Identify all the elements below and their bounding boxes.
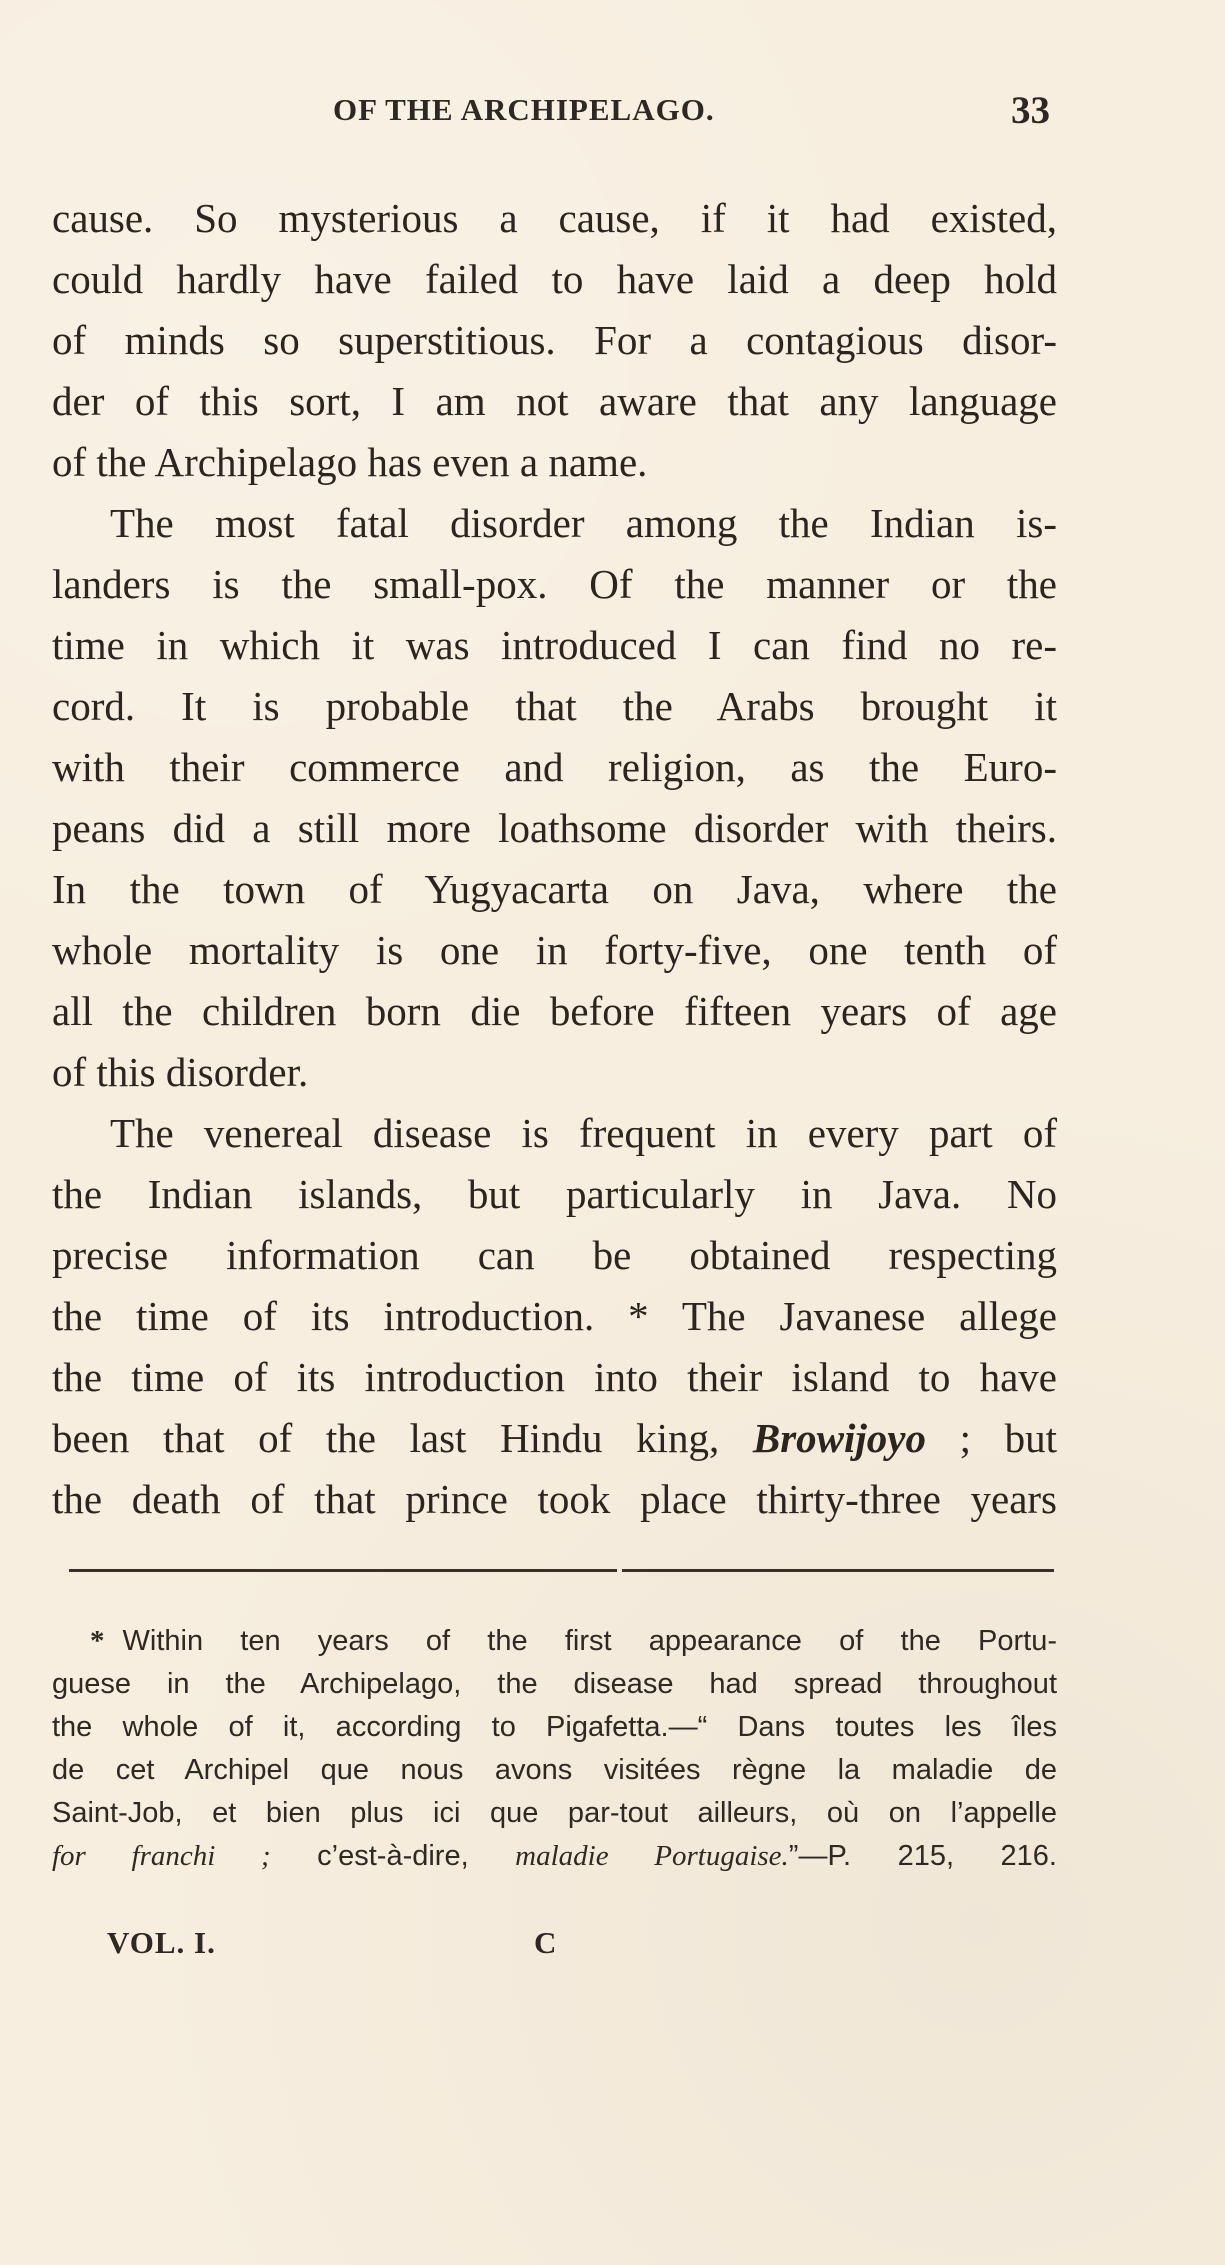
footnote-italic-term: maladie Portugaise. <box>515 1840 789 1872</box>
main-text-line: of the Archipelago has even a name. <box>52 439 648 485</box>
main-text-segment: ; but <box>926 1415 1057 1461</box>
main-text-line: could hardly have failed to have laid a deep hold <box>52 256 1057 302</box>
main-text-line: der of this sort, I am not aware that any language <box>52 378 1057 424</box>
main-text-line: of this disorder. <box>52 1049 309 1095</box>
footnote <box>52 1620 1057 1878</box>
main-text-line: of minds so superstitious. For a contagious disor- <box>52 317 1057 363</box>
page-number: 33 <box>1011 89 1050 132</box>
main-text-line: all the children born die before fifteen years of age <box>52 988 1057 1034</box>
volume-signature: VOL. I. <box>107 1925 216 1960</box>
king-name: Browijoyo <box>752 1415 927 1461</box>
main-text-line: time in which it was introduced I can find no re- <box>52 622 1057 668</box>
footnote-marker: * <box>90 1625 105 1657</box>
main-text-line: The most fatal disorder among the Indian is- <box>110 500 1057 546</box>
main-text-line: The venereal disease is frequent in every part of <box>110 1110 1057 1156</box>
main-text-line: In the town of Yugyacarta on Java, where the <box>52 866 1057 912</box>
main-text-line: the time of its introduction. * The Javanese allege <box>52 1293 1057 1339</box>
main-text-line: cause. So mysterious a cause, if it had existed, <box>52 195 1057 241</box>
footnote-text: Within ten years of the first appearance of the Portu- <box>122 1625 1057 1657</box>
main-text-segment: been that of the last Hindu king, <box>52 1415 753 1461</box>
main-text-line <box>52 1408 1057 1469</box>
footnote-italic-term: for franchi ; <box>52 1840 271 1872</box>
footnote-line: de cet Archipel que nous avons visitées règne la maladie de <box>52 1754 1057 1786</box>
main-text-line: whole mortality is one in forty-five, one tenth of <box>52 927 1057 973</box>
footnote-text: c’est-à-dire, <box>270 1840 516 1872</box>
main-text <box>52 188 1057 1530</box>
main-text-line: the Indian islands, but particularly in Java. No <box>52 1171 1057 1217</box>
signature-row <box>52 1925 1057 1975</box>
footnote-line: Saint-Job, et bien plus ici que par-tout ailleurs, où on l’appelle <box>52 1797 1057 1829</box>
running-head <box>333 88 1058 138</box>
footnote-separator-left <box>69 1569 617 1572</box>
footnote-line: guese in the Archipelago, the disease had spread throughout <box>52 1668 1057 1700</box>
footnote-separator-right <box>622 1569 1054 1572</box>
main-text-line: peans did a still more loathsome disorder with theirs. <box>52 805 1057 851</box>
main-text-line: the time of its introduction into their island to have <box>52 1354 1057 1400</box>
main-text-line: cord. It is probable that the Arabs brought it <box>52 683 1057 729</box>
main-text-line: precise information can be obtained respecting <box>52 1232 1057 1278</box>
main-text-line: the death of that prince took place thirty-three years <box>52 1476 1057 1522</box>
footnote-citation: ”—P. 215, 216. <box>788 1840 1057 1872</box>
footnote-line <box>52 1835 1057 1878</box>
running-head-title: OF THE ARCHIPELAGO. <box>333 92 715 127</box>
footnote-line: the whole of it, according to Pigafetta.—“ Dans toutes les îles <box>52 1711 1057 1743</box>
gathering-mark: C <box>534 1925 557 1960</box>
main-text-line: with their commerce and religion, as the Euro- <box>52 744 1057 790</box>
main-text-line: landers is the small-pox. Of the manner or the <box>52 561 1057 607</box>
footnote-line <box>52 1620 1057 1663</box>
